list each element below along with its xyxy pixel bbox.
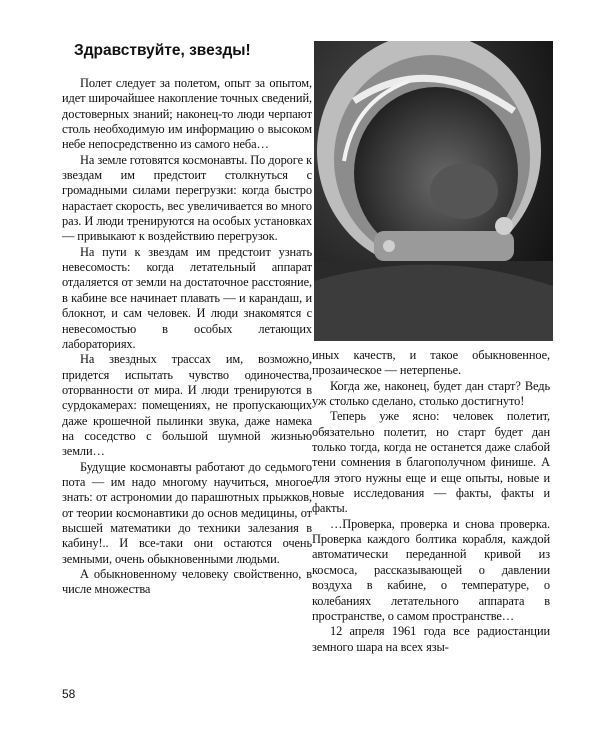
paragraph: Будущие космонавты работают до седьмого пота — им надо многому научиться, многое знать: от астрономии до парашютных прыжков, от теории космонавтики до основ медицины, от высшей математики до техники залезания в кабину!.. И все-таки они остаются очень земными, очень обыкновенными людьми. [62, 459, 312, 566]
paragraph: 12 апреля 1961 года все радиостанции земного шара на всех язы- [312, 624, 550, 654]
paragraph: А обыкновенному человеку свойственно, в числе множества [62, 567, 312, 597]
paragraph: иных качеств, и такое обыкновенное, прозаическое — нетерпенье. [312, 348, 550, 378]
paragraph: На звездных трассах им, возможно, придется испытать чувство одиночества, оторванности от мира. И люди тренируются в сурдокамерах: помещениях, не пропускающих даже крошечной пылинки звука, даже намека на соседство с большой шумной жизнью земли… [62, 352, 312, 459]
right-text-column [312, 348, 550, 655]
paragraph: Когда же, наконец, будет дан старт? Ведь уж столько сделано, столько достигнуто! [312, 378, 550, 409]
paragraph: На пути к звездам им предстоит узнать невесомость: когда летательный аппарат отдаляется от земли на достаточное расстояние, в кабине все начинает плавать — и карандаш, и блокнот, и сам человек. И люди знакомятся с невесомостью в особых летающих лабораториях. [62, 244, 312, 351]
paragraph: На земле готовятся космонавты. По дороге к звездам им предстоит столкнуться с громадными силами перегрузки: когда быстро нарастает скорость, вес увеличивается во много раз. И люди тренируются на особых установках — привыкают к воздействию перегрузок. [62, 152, 312, 244]
left-text-column [62, 76, 312, 598]
paragraph: …Проверка, проверка и снова проверка. Проверка каждого болтика корабля, каждой автоматически переданной кривой из космоса, рассказывающей о давлении воздуха в кабине, о температуре, о колебаниях летательного аппарата в пространстве, о самом пространстве… [312, 516, 550, 623]
paragraph: Теперь уже ясно: человек полетит, обязательно полетит, но старт будет дан только тогда, когда не останется даже слабой тени сомнения в благополучном финише. А для этого нужны еще и еще опыты, новые и новые исследования — факты, факты и факты. [312, 409, 550, 516]
paragraph: Полет следует за полетом, опыт за опытом, идет широчайшее накопление точных сведений, достоверных знаний; наконец-то люди черпают столь необходимую им информацию о высоком небе непосредственно из самого неба… [62, 76, 312, 152]
article-title: Здравствуйте, звезды! [74, 42, 251, 59]
cosmonaut-helmet-photo [314, 41, 553, 341]
page-number: 58 [62, 687, 76, 701]
